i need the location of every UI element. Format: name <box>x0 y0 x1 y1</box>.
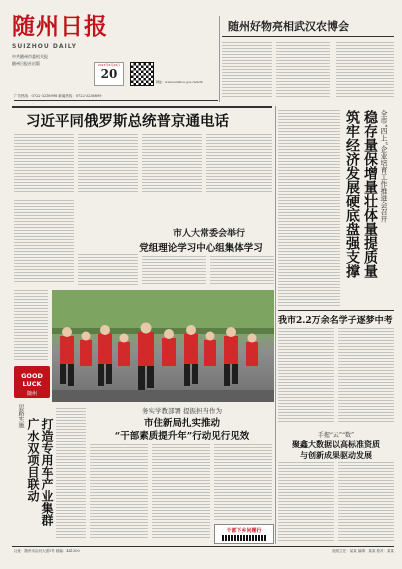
issue-date: 2023年6月20日 <box>97 63 121 67</box>
masthead-rule <box>14 100 218 101</box>
side-headline-2: 筑牢经济发展硬底盘强支撑 <box>344 110 360 278</box>
good-luck-badge <box>14 366 50 398</box>
race-photo <box>52 290 274 402</box>
footer-left: 社址：随州市沿河大道1号 邮编：441300 <box>14 549 80 553</box>
bottom-headline-2: “干部素质提升年”行动见行见效 <box>114 431 250 442</box>
masthead-publisher-2: 随州日报社出版 <box>12 61 40 66</box>
right-mid-col-1 <box>278 328 334 424</box>
caption-col <box>14 290 48 362</box>
masthead-pinyin: SUIZHOU DAILY <box>12 43 77 50</box>
right-mid-headline: 我市2.2万余名学子逐梦中考 <box>278 316 393 326</box>
bottom-kicker: 务实学教部署 提振担当作为 <box>141 407 223 415</box>
main-article-col-4 <box>206 134 272 194</box>
main-article-col-3 <box>142 134 202 194</box>
main-article-col-2 <box>78 134 138 194</box>
side-kicker: 全市“四上”企业培育工作推进会召开 <box>380 110 388 223</box>
left-bottom-col <box>56 408 86 540</box>
side-headline-1: 稳存量保增量壮体量提质量 <box>362 110 378 278</box>
right-bottom-kicker: 手握“云”“数” <box>317 432 355 439</box>
center-kicker: 市人大常委会举行 <box>172 229 245 239</box>
masthead-website: 网址：www.suizhou.gov.cn/szrb <box>156 80 204 84</box>
column-divider-top <box>219 16 220 102</box>
center-headline: 党组理论学习中心组集体学习 <box>139 243 263 254</box>
right-bottom-headline-1: 聚鑫大数据以高标准资质 <box>292 439 380 449</box>
bottom-qr-ad <box>214 524 274 544</box>
center-article-col-1 <box>142 256 206 286</box>
left-vertical-kicker: 思路实施 <box>17 404 24 428</box>
center-article-col-2 <box>210 256 274 286</box>
footer-right: 值班主任：某某 编辑：某某 校对：某某 <box>332 549 394 553</box>
top-rule <box>222 36 394 37</box>
left-vertical-title: 广水双项目联动 <box>26 418 40 502</box>
column-divider-right <box>275 106 276 544</box>
top-article-col-1 <box>222 42 272 98</box>
masthead-contact: 广告热线：0722-3218998 新闻热线：0722-3236899 <box>14 94 102 98</box>
issue-number: 20 <box>100 67 118 81</box>
left-vertical-subtitle: 打造专用车产业集群 <box>40 418 54 526</box>
top-article-col-3 <box>336 42 394 98</box>
masthead-title: 随州日报 <box>12 13 108 40</box>
top-headline: 随州好物亮相武汉农博会 <box>228 20 349 33</box>
main-headline: 习近平同俄罗斯总统普京通电话 <box>26 113 229 130</box>
right-mid-col-2 <box>338 328 394 424</box>
qr-code <box>130 62 154 86</box>
right-bottom-col-2 <box>338 462 394 542</box>
bottom-headline-1: 市住新局扎实推动 <box>143 418 220 429</box>
right-mid-rule <box>278 310 394 311</box>
bottom-col-2 <box>152 444 210 540</box>
main-rule-top <box>12 106 272 108</box>
good-luck-text: GOOD LUCK <box>21 372 43 388</box>
left-article-col-2 <box>78 254 138 286</box>
masthead-publisher-1: 中共随州市委机关报 <box>12 54 48 59</box>
issue-box <box>94 62 124 86</box>
main-article-col-1 <box>14 134 74 194</box>
bottom-qr-code <box>222 535 266 541</box>
bottom-col-1 <box>90 444 148 540</box>
top-article-col-2 <box>276 42 330 98</box>
left-article-col-1 <box>14 200 74 284</box>
good-luck-sub: 随州 <box>26 391 37 397</box>
right-bottom-headline-2: 与创新成果驱动发展 <box>300 450 372 460</box>
bottom-qr-label: 干部下乡问题行 <box>226 528 262 534</box>
bottom-col-3 <box>214 444 272 522</box>
runners-illustration <box>52 290 274 402</box>
side-article-col-1 <box>278 110 340 308</box>
right-bottom-col-1 <box>278 462 334 542</box>
footer-rule <box>12 546 394 547</box>
